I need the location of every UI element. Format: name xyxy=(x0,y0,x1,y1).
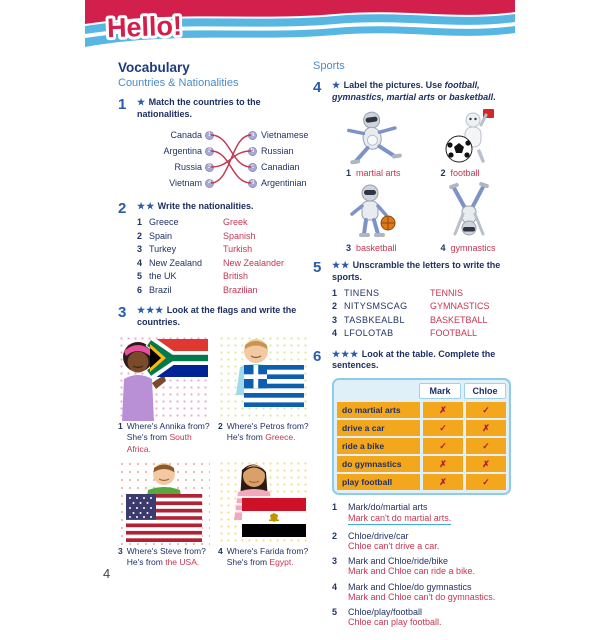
instruction-text: Match the countries to the nationalities. xyxy=(137,97,261,119)
item-number: 4 xyxy=(332,328,338,339)
nationality-label: Canadian xyxy=(261,162,300,173)
item-number: 1 xyxy=(332,287,338,298)
difficulty-stars: ★★★ xyxy=(137,305,165,316)
item-number: 6 xyxy=(137,284,143,295)
scrambled-word: LFOLOTAB xyxy=(344,328,394,339)
unit-title-text: Hello! xyxy=(106,10,183,44)
written-answer[interactable]: Egypt. xyxy=(269,556,294,567)
sentence-item xyxy=(332,531,511,551)
chloe-cell: ✓ xyxy=(466,402,506,418)
exercise-5-instruction xyxy=(332,260,511,283)
instruction-text: Write the nationalities. xyxy=(157,201,254,212)
exercise-4-number: 4 xyxy=(313,79,322,96)
caption-number: 1 xyxy=(118,421,123,432)
caption-question: Where's Annika from? xyxy=(126,421,210,432)
list-item xyxy=(137,258,310,268)
robot-basketball-icon xyxy=(342,182,406,242)
caption-number: 3 xyxy=(118,545,123,556)
table-row xyxy=(337,438,506,454)
robot-gymnastics-icon xyxy=(437,182,501,242)
match-row xyxy=(137,127,310,143)
match-row xyxy=(137,159,310,175)
table-row xyxy=(337,474,506,490)
written-answer[interactable]: New Zealander xyxy=(223,257,285,268)
difficulty-stars: ★ xyxy=(332,80,342,90)
match-marker[interactable]: 1 xyxy=(205,131,214,140)
match-marker[interactable]: d xyxy=(248,179,257,188)
page-number: 4 xyxy=(103,566,111,581)
exercise-6-number: 6 xyxy=(313,347,322,365)
country: Turkey xyxy=(149,244,177,255)
item-number: 1 xyxy=(332,502,338,513)
written-answer[interactable]: Mark and Chloe can't do gymnastics. xyxy=(348,591,496,602)
exercise-2-instruction xyxy=(137,201,310,213)
caption-question: Where's Farida from? xyxy=(226,545,309,556)
photo-caption xyxy=(118,546,210,568)
exercise-4-instruction xyxy=(332,80,511,103)
instruction-italic: basketball xyxy=(449,91,494,102)
photo-item xyxy=(218,460,310,568)
sentence-item xyxy=(332,582,511,602)
chloe-cell: ✗ xyxy=(466,456,506,472)
item-number: 4 xyxy=(440,243,446,254)
picture-label xyxy=(427,168,480,178)
written-answer[interactable]: gymnastics xyxy=(450,243,496,254)
difficulty-stars: ★ xyxy=(137,97,147,107)
exercise-5 xyxy=(313,260,511,341)
table-row xyxy=(337,420,506,436)
match-marker[interactable]: a xyxy=(248,131,257,140)
photo-caption xyxy=(218,421,310,443)
chloe-cell: ✗ xyxy=(466,420,506,436)
flag-photo-grid xyxy=(118,335,310,567)
scrambled-word: TASBKEALBL xyxy=(344,314,405,325)
instruction-text: Unscramble the letters to write the sports. xyxy=(332,260,501,283)
exercise-2 xyxy=(118,201,310,298)
picture-label xyxy=(427,243,496,253)
list-item xyxy=(137,231,310,241)
item-number: 5 xyxy=(137,271,143,282)
caption-number: 4 xyxy=(218,545,223,556)
written-answer[interactable]: Spanish xyxy=(223,230,256,241)
south-africa-flag-icon xyxy=(118,335,210,421)
caption-prefix: She's from xyxy=(126,432,168,443)
written-answer[interactable]: Greek xyxy=(223,217,248,228)
country: Greece xyxy=(149,217,179,228)
photo-caption xyxy=(218,546,310,568)
activity-cell: do gymnastics xyxy=(337,456,420,472)
photo-caption xyxy=(118,421,210,454)
sentence-prompt: Chloe/drive/car xyxy=(348,530,409,541)
table-row xyxy=(337,456,506,472)
instruction-text: or xyxy=(435,91,450,102)
ability-table xyxy=(332,378,511,495)
usa-flag-icon xyxy=(118,460,210,546)
caption-question: Where's Steve from? xyxy=(126,545,206,556)
picture-item xyxy=(332,182,417,253)
exercise-1-instruction xyxy=(137,97,310,120)
nationality-label: Russian xyxy=(261,146,294,157)
photo-petros xyxy=(218,335,310,421)
list-item xyxy=(332,288,511,298)
list-item xyxy=(137,271,310,281)
list-item xyxy=(137,285,310,295)
photo-item xyxy=(118,460,210,568)
list-item xyxy=(137,244,310,254)
sentence-item xyxy=(332,556,511,576)
table-header-row xyxy=(337,383,506,399)
sentence-prompt: Mark/do/martial arts xyxy=(348,502,428,513)
mark-cell: ✓ xyxy=(423,420,463,436)
item-number: 2 xyxy=(440,168,446,179)
item-number: 4 xyxy=(332,581,338,592)
picture-item xyxy=(332,107,417,178)
section-title-sports: Sports xyxy=(313,60,345,72)
caption-prefix: He's from xyxy=(126,556,163,567)
written-answer[interactable]: FOOTBALL xyxy=(430,328,478,339)
column-header-chloe: Chloe xyxy=(464,383,506,399)
picture-label xyxy=(332,243,397,253)
instruction-italic: football, gymnastics, martial arts xyxy=(332,80,480,102)
unit-title xyxy=(96,1,248,52)
photo-farida xyxy=(218,460,310,546)
item-number: 2 xyxy=(137,230,143,241)
item-number: 1 xyxy=(137,217,143,228)
picture-label xyxy=(332,168,401,178)
written-answer[interactable]: South Africa. xyxy=(126,432,192,454)
section-title-vocabulary: Vocabulary xyxy=(118,60,190,75)
photo-steve xyxy=(118,460,210,546)
robot-football-icon xyxy=(437,107,501,167)
item-number: 1 xyxy=(346,168,352,179)
written-answer[interactable]: the USA. xyxy=(165,556,200,567)
written-answer[interactable]: TENNIS xyxy=(430,287,464,298)
difficulty-stars: ★★ xyxy=(332,260,351,271)
caption-question: Where's Petros from? xyxy=(226,421,309,432)
mark-cell: ✗ xyxy=(423,456,463,472)
photo-annika xyxy=(118,335,210,421)
list-item xyxy=(332,328,511,338)
written-answer[interactable]: Greece. xyxy=(265,432,296,443)
activity-cell: drive a car xyxy=(337,420,420,436)
written-answer[interactable]: Chloe can't drive a car. xyxy=(348,540,440,551)
robot-picture-grid xyxy=(332,107,511,253)
item-number: 5 xyxy=(332,607,338,618)
instruction-text: . xyxy=(493,91,496,102)
table-row xyxy=(337,402,506,418)
activity-cell: play football xyxy=(337,474,420,490)
left-column xyxy=(118,60,310,568)
sentence-prompt: Mark and Chloe/do gymnastics xyxy=(348,581,472,592)
exercise-6 xyxy=(313,349,511,633)
list-item xyxy=(332,301,511,311)
instruction-text: Look at the flags and write the countries. xyxy=(137,305,297,327)
mark-cell: ✓ xyxy=(423,438,463,454)
caption-prefix: She's from xyxy=(226,556,268,567)
activity-cell: do martial arts xyxy=(337,402,420,418)
written-answer[interactable]: basketball xyxy=(356,243,397,254)
scrambled-word: TINENS xyxy=(344,287,380,298)
country-label: Argentina xyxy=(163,146,202,157)
greece-flag-icon xyxy=(218,335,310,421)
caption-prefix: He's from xyxy=(226,432,263,443)
item-number: 2 xyxy=(332,301,338,312)
chloe-cell: ✓ xyxy=(466,438,506,454)
country-label: Russia xyxy=(174,162,202,173)
match-row xyxy=(137,175,310,191)
exercise-1-number: 1 xyxy=(118,96,127,113)
caption-number: 2 xyxy=(218,421,223,432)
match-marker[interactable]: 2 xyxy=(205,147,214,156)
sentence-item xyxy=(332,607,511,627)
photo-item xyxy=(218,335,310,454)
photo-item xyxy=(118,335,210,454)
country: New Zealand xyxy=(149,257,203,268)
example-answer[interactable]: Mark can't do martial arts. xyxy=(348,513,452,524)
written-answer[interactable]: Chloe can play football. xyxy=(348,617,442,628)
written-answer[interactable]: football xyxy=(450,168,480,179)
written-answer[interactable]: British xyxy=(223,271,249,282)
written-answer[interactable]: BASKETBALL xyxy=(430,314,488,325)
sentence-prompt: Chloe/play/football xyxy=(348,607,423,618)
match-marker[interactable]: 3 xyxy=(205,163,214,172)
difficulty-stars: ★★ xyxy=(137,201,156,212)
right-column xyxy=(313,60,511,640)
exercise-4 xyxy=(313,80,511,253)
exercise-5-number: 5 xyxy=(313,259,322,277)
item-number: 4 xyxy=(137,257,143,268)
nationality-label: Argentinian xyxy=(261,178,307,189)
written-answer[interactable]: martial arts xyxy=(356,168,401,179)
written-answer[interactable]: GYMNASTICS xyxy=(430,301,490,312)
country: Brazil xyxy=(149,284,172,295)
exercise-6-instruction xyxy=(332,349,511,372)
column-header-mark: Mark xyxy=(419,383,461,399)
exercise-3-instruction xyxy=(137,305,310,328)
item-number: 3 xyxy=(346,243,352,254)
exercise-2-number: 2 xyxy=(118,200,127,218)
sentence-prompt: Mark and Chloe/ride/bike xyxy=(348,556,449,567)
nationality-label: Vietnamese xyxy=(261,130,309,141)
picture-item xyxy=(427,182,512,253)
item-number: 2 xyxy=(332,530,338,541)
instruction-text: Label the pictures. Use xyxy=(343,80,445,90)
country: the UK xyxy=(149,271,177,282)
country-label: Vietnam xyxy=(169,178,202,189)
robot-martial-arts-icon xyxy=(342,107,406,167)
difficulty-stars: ★★★ xyxy=(332,348,360,359)
exercise-1 xyxy=(118,97,310,194)
section-subtitle: Countries & Nationalities xyxy=(118,77,239,89)
match-marker[interactable]: b xyxy=(248,147,257,156)
instruction-text: Look at the table. Complete the sentences. xyxy=(332,348,496,371)
match-marker[interactable]: c xyxy=(248,163,257,172)
activity-cell: ride a bike xyxy=(337,438,420,454)
scrambled-word: NITYSMSCAG xyxy=(344,301,408,312)
item-number: 3 xyxy=(137,244,143,255)
item-number: 3 xyxy=(332,556,338,567)
exercise-3-number: 3 xyxy=(118,304,127,322)
match-row xyxy=(137,143,310,159)
country: Spain xyxy=(149,230,173,241)
sentence-item xyxy=(332,502,511,525)
list-item xyxy=(137,217,310,227)
country-label: Canada xyxy=(170,130,202,141)
exercise-3 xyxy=(118,305,310,328)
match-marker[interactable]: 4 xyxy=(205,179,214,188)
page-area xyxy=(85,0,515,628)
written-answer[interactable]: Brazilian xyxy=(223,284,258,295)
written-answer[interactable]: Mark and Chloe can ride a bike. xyxy=(348,566,476,577)
picture-item xyxy=(427,107,512,178)
mark-cell: ✗ xyxy=(423,474,463,490)
matching-diagram xyxy=(137,127,310,191)
written-answer[interactable]: Turkish xyxy=(223,244,253,255)
chloe-cell: ✓ xyxy=(466,474,506,490)
list-item xyxy=(332,315,511,325)
mark-cell: ✗ xyxy=(423,402,463,418)
item-number: 3 xyxy=(332,314,338,325)
egypt-flag-icon xyxy=(218,460,310,546)
